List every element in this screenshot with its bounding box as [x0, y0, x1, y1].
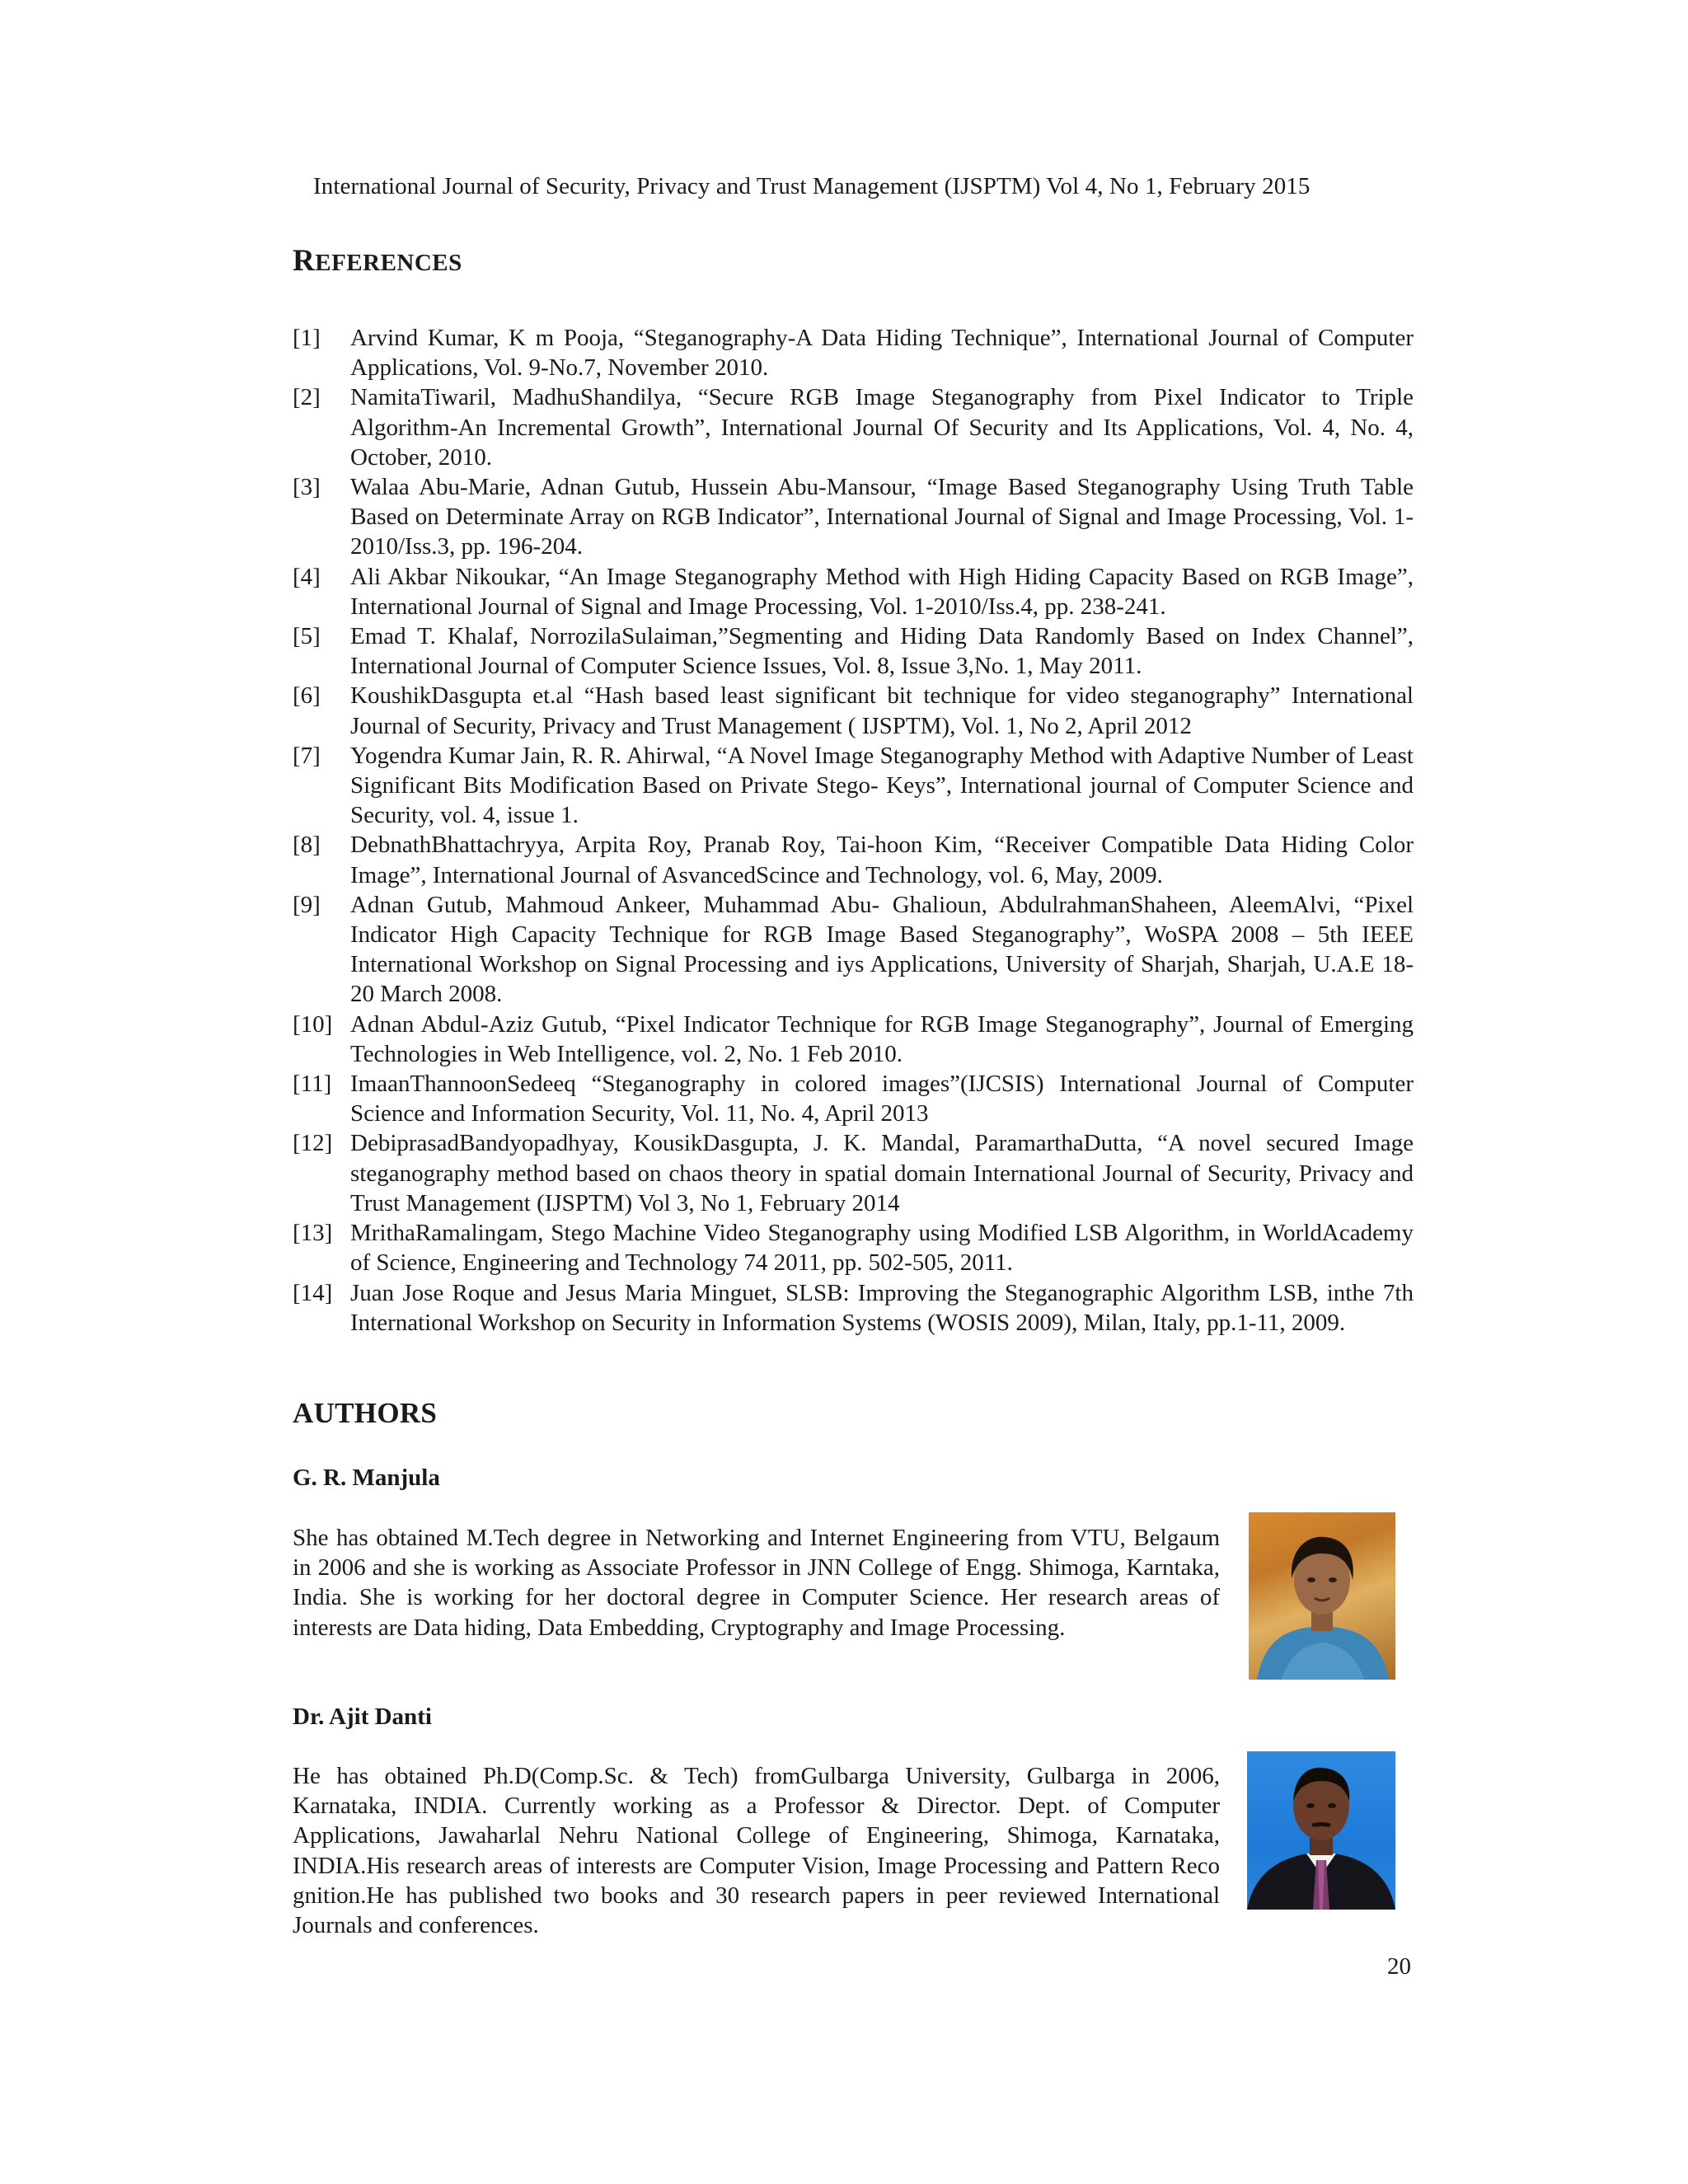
references-heading — [293, 243, 462, 279]
reference-number: [8] — [293, 832, 321, 859]
reference-number: [4] — [293, 563, 321, 590]
reference-text: Juan Jose Roque and Jesus Maria Minguet, SLSB: Improving the Steganographic Algorithm LSB, inthe 7th International Workshop on Security in Information Systems (WOSIS 2009), Milan, Italy, pp.1-11, 2009. — [350, 1279, 1414, 1336]
references-heading-rest: EFERENCES — [315, 250, 462, 276]
authors-heading: AUTHORS — [293, 1397, 438, 1429]
reference-text: KoushikDasgupta et.al “Hash based least significant bit technique for video steganography” International Journal of Security, Privacy and Trust Management ( IJSPTM), Vol. 1, No 2, April 2012 — [350, 682, 1414, 739]
reference-number: [1] — [293, 325, 321, 351]
reference-item — [293, 1218, 1414, 1277]
reference-number: [9] — [293, 891, 321, 918]
references-heading-initial: R — [293, 244, 316, 278]
reference-list — [293, 323, 1414, 1338]
author-photo — [1249, 1512, 1395, 1680]
reference-item — [293, 830, 1414, 889]
reference-number: [3] — [293, 474, 321, 501]
reference-text: Arvind Kumar, K m Pooja, “Steganography-A Data Hiding Technique”, International Journal of Computer Applications, Vol. 9-No.7, November 2010. — [350, 325, 1414, 382]
reference-text: Walaa Abu-Marie, Adnan Gutub, Hussein Abu-Mansour, “Image Based Steganography Using Truth Table Based on Determinate Array on RGB Indicator”, International Journal of Signal and Image Processing, Vol. 1-2010/Iss.3, pp. 196-204. — [350, 474, 1414, 560]
reference-item — [293, 681, 1414, 740]
reference-text: DebnathBhattachryya, Arpita Roy, Pranab Roy, Tai-hoon Kim, “Receiver Compatible Data Hiding Color Image”, International Journal of AsvancedScince and Technology, vol. 6, May, 2009. — [350, 832, 1414, 888]
reference-text: Emad T. Khalaf, NorrozilaSulaiman,”Segmenting and Hiding Data Randomly Based on Index Channel”, International Journal of Computer Science Issues, Vol. 8, Issue 3,No. 1, May 2011. — [350, 623, 1414, 680]
reference-text: ImaanThannoonSedeeq “Steganography in colored images”(IJCSIS) International Journal of Computer Science and Information Security, Vol. 11, No. 4, April 2013 — [350, 1071, 1414, 1127]
author-name: Dr. Ajit Danti — [293, 1704, 432, 1730]
reference-text: NamitaTiwaril, MadhuShandilya, “Secure RGB Image Steganography from Pixel Indicator to Triple Algorithm-An Incremental Growth”, International Journal Of Security and Its Applications, Vol. 4, No. 4, October, 2010. — [350, 384, 1414, 471]
author-bio: He has obtained Ph.D(Comp.Sc. & Tech) fromGulbarga University, Gulbarga in 2006, Karnataka, INDIA. Currently working as a Professor & Director. Dept. of Computer Applications, Jawaharlal Nehru National College of Engineering, Shimoga, Karnataka, INDIA.His research areas of interests are Computer Vision, Image Processing and Pattern Reco gnition.He has published two books and 30 research papers in peer reviewed International Journals and conferences. — [293, 1763, 1220, 1939]
page-number: 20 — [1387, 1953, 1411, 1980]
reference-number: [10] — [293, 1010, 333, 1038]
reference-number: [11] — [293, 1071, 332, 1098]
reference-number: [14] — [293, 1279, 333, 1306]
reference-item — [293, 323, 1414, 382]
running-header: International Journal of Security, Privacy and Trust Management (IJSPTM) Vol 4, No 1, February 2015 — [313, 173, 1311, 199]
reference-text: MrithaRamalingam, Stego Machine Video Steganography using Modified LSB Algorithm, in WorldAcademy of Science, Engineering and Technology 74 2011, pp. 502-505, 2011. — [350, 1220, 1414, 1277]
reference-item — [293, 741, 1414, 831]
reference-item — [293, 1069, 1414, 1128]
reference-item — [293, 1278, 1414, 1338]
reference-item — [293, 382, 1414, 472]
reference-number: [6] — [293, 682, 321, 710]
reference-text: Adnan Gutub, Mahmoud Ankeer, Muhammad Abu- Ghalioun, AbdulrahmanShaheen, AleemAlvi, “Pixel Indicator High Capacity Technique for RGB Image Based Steganography”, WoSPA 2008 – 5th IEEE International Workshop on Signal Processing and iys Applications, University of Sharjah, Sharjah, U.A.E 18-20 March 2008. — [350, 891, 1414, 1008]
reference-number: [7] — [293, 742, 321, 769]
reference-item — [293, 562, 1414, 621]
reference-text: Yogendra Kumar Jain, R. R. Ahirwal, “A Novel Image Steganography Method with Adaptive Number of Least Significant Bits Modification Based on Private Stego- Keys”, International journal of Computer Science and Security, vol. 4, issue 1. — [350, 742, 1414, 829]
reference-item — [293, 1010, 1414, 1069]
reference-item — [293, 890, 1414, 1010]
reference-number: [5] — [293, 623, 321, 650]
author-name: G. R. Manjula — [293, 1465, 440, 1491]
reference-item — [293, 1128, 1414, 1218]
reference-text: Adnan Abdul-Aziz Gutub, “Pixel Indicator Technique for RGB Image Steganography”, Journal of Emerging Technologies in Web Intelligence, vol. 2, No. 1 Feb 2010. — [350, 1010, 1414, 1067]
reference-text: DebiprasadBandyopadhyay, KousikDasgupta, J. K. Mandal, ParamarthaDutta, “A novel secured Image steganography method based on chaos theory in spatial domain International Journal of Security, Privacy and Trust Management (IJSPTM) Vol 3, No 1, February 2014 — [350, 1130, 1414, 1216]
author-portrait-image — [1247, 1751, 1395, 1910]
author-bio: She has obtained M.Tech degree in Networking and Internet Engineering from VTU, Belgaum in 2006 and she is working as Associate Professor in JNN College of Engg. Shimoga, Karntaka, India. She is working for her doctoral degree in Computer Science. Her research areas of interests are Data hiding, Data Embedding, Cryptography and Image Processing. — [293, 1525, 1220, 1641]
reference-text: Ali Akbar Nikoukar, “An Image Steganography Method with High Hiding Capacity Based on RGB Image”, International Journal of Signal and Image Processing, Vol. 1-2010/Iss.4, pp. 238-241. — [350, 563, 1414, 620]
reference-number: [12] — [293, 1130, 333, 1157]
reference-number: [2] — [293, 384, 321, 411]
author-portrait-image — [1249, 1512, 1395, 1680]
reference-item — [293, 621, 1414, 681]
reference-item — [293, 472, 1414, 562]
author-photo — [1247, 1751, 1395, 1910]
reference-number: [13] — [293, 1220, 333, 1247]
